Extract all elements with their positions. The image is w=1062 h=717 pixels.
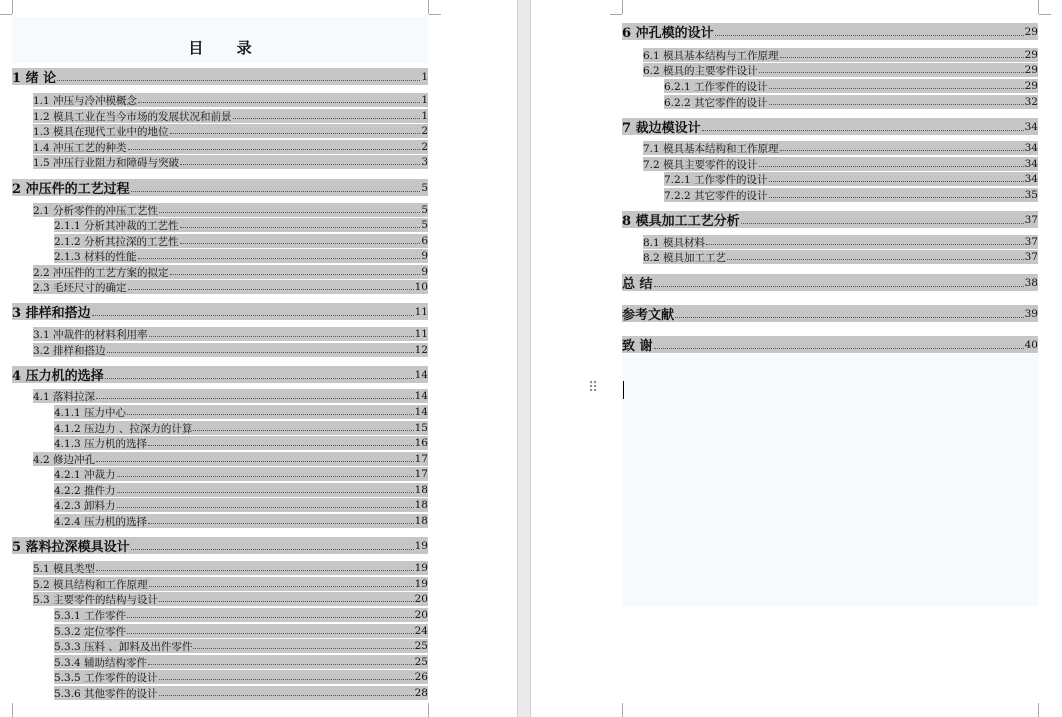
toc-page-number: 34 xyxy=(1024,173,1038,185)
toc-page-number: 11 xyxy=(414,305,428,318)
toc-entry-label: 1.4 冲压工艺的种类 xyxy=(33,141,127,154)
dot-leader xyxy=(127,617,414,618)
toc-page-number: 29 xyxy=(1024,64,1038,76)
toc-entry-label: 5.2 模具结构和工作原理 xyxy=(33,578,148,591)
crop-mark xyxy=(428,0,429,14)
toc-entry[interactable] xyxy=(33,155,428,169)
toc-entry[interactable] xyxy=(33,280,428,294)
toc-heading-entry[interactable] xyxy=(12,537,428,554)
toc-entry[interactable] xyxy=(33,327,428,341)
toc-page-number: 14 xyxy=(414,390,428,402)
toc-entry-label: 4.2.4 压力机的选择 xyxy=(54,515,148,528)
toc-entry-label: 2 冲压件的工艺过程 xyxy=(12,182,130,197)
toc-heading-entry[interactable] xyxy=(622,23,1038,40)
toc-page-number: 2 xyxy=(421,141,428,153)
toc-entry-label: 5.3.1 工作零件 xyxy=(54,609,127,622)
toc-entry[interactable] xyxy=(54,514,428,528)
toc-entry-label: 8 模具加工工艺分析 xyxy=(622,214,740,229)
toc-entry[interactable] xyxy=(54,608,428,622)
toc-entry[interactable] xyxy=(33,343,428,357)
toc-page-number: 17 xyxy=(414,468,428,480)
dot-leader xyxy=(127,633,414,634)
toc-entry[interactable] xyxy=(54,234,428,248)
toc-entry-label: 1.2 模具工业在当今市场的发展状况和前景 xyxy=(33,110,232,123)
crop-mark xyxy=(622,703,623,717)
toc-page-number: 6 xyxy=(421,235,428,247)
toc-page-number: 32 xyxy=(1024,96,1038,108)
toc-entry[interactable] xyxy=(664,172,1038,186)
toc-entry-label: 2.1.1 分析其冲裁的工艺性 xyxy=(54,219,179,232)
toc-entry-label: 7.2.2 其它零件的设计 xyxy=(664,189,768,202)
toc-entry-label: 4.1 落料拉深 xyxy=(33,390,96,403)
toc-entry-label: 1.1 冲压与冷冲模概念 xyxy=(33,94,138,107)
toc-page-number: 17 xyxy=(414,453,428,465)
toc-entry-label: 5.1 模具类型 xyxy=(33,562,96,575)
toc-entry-label: 4.2 修边冲孔 xyxy=(33,453,96,466)
toc-page-number: 5 xyxy=(421,181,428,194)
toc-entry[interactable] xyxy=(54,467,428,481)
toc-entry-label: 4.1.3 压力机的选择 xyxy=(54,437,148,450)
toc-page-number: 25 xyxy=(414,656,428,668)
toc-heading-entry[interactable] xyxy=(622,336,1038,353)
toc-entry-label: 2.3 毛坯尺寸的确定 xyxy=(33,281,127,294)
crop-mark xyxy=(1039,14,1051,15)
toc-page-number: 29 xyxy=(1024,25,1038,38)
dot-leader xyxy=(759,72,1024,73)
dot-leader xyxy=(769,197,1024,198)
dot-leader xyxy=(159,601,414,602)
toc-entry-label: 4.1.1 压力中心 xyxy=(54,406,127,419)
dot-leader xyxy=(149,586,414,587)
toc-page-number: 37 xyxy=(1024,236,1038,248)
toc-entry-label: 6 冲孔模的设计 xyxy=(622,26,714,41)
dot-leader xyxy=(769,104,1024,105)
toc-page-number: 1 xyxy=(421,70,428,83)
toc-entry-label: 4.2.3 卸料力 xyxy=(54,499,116,512)
crop-mark xyxy=(428,703,429,717)
crop-mark xyxy=(610,14,622,15)
toc-entry[interactable] xyxy=(643,235,1038,249)
toc-page-number: 39 xyxy=(1024,307,1038,320)
toc-page-number: 14 xyxy=(414,368,428,381)
toc-entry-label: 1.3 模具在现代工业中的地位 xyxy=(33,125,169,138)
dot-leader xyxy=(96,461,414,462)
toc-page-number: 34 xyxy=(1024,158,1038,170)
toc-entry-label: 5.3.3 压料 、卸料及出件零件 xyxy=(54,640,193,653)
toc-heading-entry[interactable] xyxy=(12,303,428,320)
dot-leader xyxy=(138,102,420,103)
toc-page-number: 38 xyxy=(1024,276,1038,289)
toc-page-number: 18 xyxy=(414,499,428,511)
toc-entry-label: 4 压力机的选择 xyxy=(12,369,104,384)
toc-page-number: 19 xyxy=(414,578,428,590)
dot-leader xyxy=(193,430,413,431)
toc-entry-label: 2.1.3 材料的性能 xyxy=(54,250,137,263)
toc-page-number: 29 xyxy=(1024,49,1038,61)
toc-entry[interactable] xyxy=(54,421,428,435)
dot-leader xyxy=(675,317,1024,318)
toc-entry-label: 参考文献 xyxy=(622,308,675,323)
dot-leader xyxy=(96,570,414,571)
crop-mark xyxy=(12,0,13,14)
toc-entry[interactable] xyxy=(643,48,1038,62)
dot-leader xyxy=(148,664,414,665)
dot-leader xyxy=(159,695,414,696)
empty-paragraph-area[interactable] xyxy=(622,354,1038,606)
toc-page-number: 35 xyxy=(1024,189,1038,201)
dot-leader xyxy=(148,523,414,524)
toc-entry[interactable] xyxy=(33,452,428,466)
dot-leader xyxy=(741,223,1024,224)
dot-leader xyxy=(92,315,414,316)
toc-entry[interactable] xyxy=(643,141,1038,155)
page-gutter xyxy=(517,0,531,717)
toc-entry[interactable] xyxy=(33,93,428,107)
toc-heading-entry[interactable] xyxy=(622,274,1038,291)
toc-page-number: 18 xyxy=(414,515,428,527)
dot-leader xyxy=(117,476,414,477)
toc-entry[interactable] xyxy=(33,203,428,217)
toc-entry[interactable] xyxy=(54,436,428,450)
toc-entry[interactable] xyxy=(643,250,1038,264)
dot-leader xyxy=(131,549,414,550)
toc-page-number: 19 xyxy=(414,539,428,552)
dot-leader xyxy=(759,166,1024,167)
dot-leader xyxy=(193,648,413,649)
dot-leader xyxy=(180,243,421,244)
toc-entry-label: 2.2 冲压件的工艺方案的拟定 xyxy=(33,266,169,279)
toc-entry[interactable] xyxy=(33,577,428,591)
toc-heading-entry[interactable] xyxy=(622,211,1038,228)
toc-heading-entry[interactable] xyxy=(12,68,428,85)
toc-page-number: 19 xyxy=(414,562,428,574)
toc-entry[interactable] xyxy=(54,498,428,512)
dot-leader xyxy=(149,336,414,337)
toc-entry-label: 7.2.1 工作零件的设计 xyxy=(664,173,768,186)
toc-entry-label: 7 裁边模设计 xyxy=(622,121,701,136)
toc-page-number: 9 xyxy=(421,250,428,262)
toc-entry[interactable] xyxy=(643,63,1038,77)
toc-entry-label: 6.2.1 工作零件的设计 xyxy=(664,80,768,93)
dot-leader xyxy=(131,191,421,192)
toc-entry-label: 5.3.6 其他零件的设计 xyxy=(54,687,158,700)
dot-leader xyxy=(706,244,1024,245)
toc-entry[interactable] xyxy=(54,249,428,263)
toc-entry-label: 1 绪 论 xyxy=(12,71,57,86)
toc-page-number: 20 xyxy=(414,609,428,621)
toc-heading-entry[interactable] xyxy=(622,118,1038,135)
toc-entry-label: 5.3.2 定位零件 xyxy=(54,625,127,638)
toc-entry-label: 4.2.1 冲裁力 xyxy=(54,468,116,481)
toc-entry[interactable] xyxy=(664,95,1038,109)
toc-entry[interactable] xyxy=(54,405,428,419)
toc-page-number: 16 xyxy=(414,437,428,449)
toc-heading-entry[interactable] xyxy=(12,179,428,196)
toc-page-number: 25 xyxy=(414,640,428,652)
toc-entry-label: 5.3.5 工作零件的设计 xyxy=(54,671,158,684)
dot-leader xyxy=(159,679,414,680)
toc-entry-label: 4.1.2 压边力 、拉深力的计算 xyxy=(54,422,193,435)
dot-leader xyxy=(780,150,1024,151)
toc-entry-label: 致 谢 xyxy=(622,339,653,354)
toc-entry[interactable] xyxy=(33,265,428,279)
dot-leader xyxy=(769,88,1024,89)
toc-entry[interactable] xyxy=(33,140,428,154)
toc-entry[interactable] xyxy=(54,624,428,638)
dot-leader xyxy=(654,286,1024,287)
dot-leader xyxy=(159,212,420,213)
toc-entry[interactable] xyxy=(54,655,428,669)
toc-heading-entry[interactable] xyxy=(12,366,428,383)
toc-entry-label: 6.2 模具的主要零件设计 xyxy=(643,64,758,77)
crop-mark xyxy=(622,0,623,14)
toc-entry[interactable] xyxy=(54,639,428,653)
toc-entry-label: 5.3 主要零件的结构与设计 xyxy=(33,593,159,606)
dot-leader xyxy=(715,35,1024,36)
dot-leader xyxy=(128,149,421,150)
dot-leader xyxy=(180,227,421,228)
toc-page-number: 11 xyxy=(414,328,428,340)
toc-entry[interactable] xyxy=(33,592,428,606)
toc-entry[interactable] xyxy=(664,79,1038,93)
toc-entry[interactable] xyxy=(33,109,428,123)
drag-handle-icon[interactable]: ⠿ xyxy=(588,380,599,396)
toc-page-number: 18 xyxy=(414,484,428,496)
toc-entry-label: 7.2 模具主要零件的设计 xyxy=(643,158,758,171)
dot-leader xyxy=(233,118,421,119)
toc-page-number: 37 xyxy=(1024,251,1038,263)
dot-leader xyxy=(127,414,414,415)
toc-heading-entry[interactable] xyxy=(622,305,1038,322)
dot-leader xyxy=(117,507,414,508)
dot-leader xyxy=(702,130,1024,131)
dot-leader xyxy=(180,164,420,165)
toc-entry-label: 3 排样和搭边 xyxy=(12,306,91,321)
toc-page-number: 5 xyxy=(421,219,428,231)
toc-entry-label: 2.1 分析零件的冲压工艺性 xyxy=(33,204,159,217)
crop-mark xyxy=(1038,703,1039,717)
toc-entry[interactable] xyxy=(33,389,428,403)
toc-page-number: 2 xyxy=(421,125,428,137)
dot-leader xyxy=(117,492,414,493)
left-page xyxy=(0,0,517,717)
dot-leader xyxy=(170,274,421,275)
toc-entry[interactable] xyxy=(54,670,428,684)
toc-page-number: 12 xyxy=(414,344,428,356)
crop-mark xyxy=(1038,0,1039,14)
toc-page-number: 26 xyxy=(414,671,428,683)
dot-leader xyxy=(138,258,421,259)
toc-page-number: 24 xyxy=(414,625,428,637)
toc-title: 目 录 xyxy=(188,39,266,57)
dot-leader xyxy=(769,181,1024,182)
toc-page-number: 9 xyxy=(421,266,428,278)
toc-page-number: 40 xyxy=(1024,338,1038,351)
text-cursor xyxy=(623,381,624,399)
toc-entry-label: 6.2.2 其它零件的设计 xyxy=(664,96,768,109)
dot-leader xyxy=(170,133,421,134)
toc-entry[interactable] xyxy=(54,483,428,497)
dot-leader xyxy=(148,445,414,446)
dot-leader xyxy=(107,352,414,353)
toc-entry[interactable] xyxy=(54,686,428,700)
toc-page-number: 10 xyxy=(414,281,428,293)
toc-page-number: 1 xyxy=(421,94,428,106)
dot-leader xyxy=(96,398,414,399)
crop-mark xyxy=(12,703,13,717)
toc-entry-label: 8.2 模具加工工艺 xyxy=(643,251,727,264)
toc-entry-label: 3.1 冲裁件的材料利用率 xyxy=(33,328,148,341)
dot-leader xyxy=(105,378,414,379)
right-page xyxy=(531,0,1062,717)
toc-entry-label: 3.2 排样和搭边 xyxy=(33,344,106,357)
toc-entry[interactable] xyxy=(54,218,428,232)
toc-page-number: 1 xyxy=(421,110,428,122)
toc-entry-label: 总 结 xyxy=(622,277,653,292)
toc-entry-label: 5 落料拉深模具设计 xyxy=(12,540,130,555)
toc-entry-label: 8.1 模具材料 xyxy=(643,236,706,249)
toc-page-number: 14 xyxy=(414,406,428,418)
toc-page-number: 37 xyxy=(1024,213,1038,226)
toc-entry-label: 1.5 冲压行业阻力和障碍与突破 xyxy=(33,156,180,169)
crop-mark xyxy=(0,14,12,15)
toc-entry[interactable] xyxy=(664,188,1038,202)
toc-entry-label: 7.1 模具基本结构和工作原理 xyxy=(643,142,779,155)
dot-leader xyxy=(654,348,1024,349)
crop-mark xyxy=(429,14,441,15)
toc-page-number: 34 xyxy=(1024,120,1038,133)
dot-leader xyxy=(780,57,1024,58)
toc-page-number: 29 xyxy=(1024,80,1038,92)
toc-page-number: 3 xyxy=(421,156,428,168)
dot-leader xyxy=(57,80,420,81)
toc-entry[interactable] xyxy=(643,157,1038,171)
toc-entry-label: 4.2.2 推件力 xyxy=(54,484,116,497)
dot-leader xyxy=(128,289,414,290)
toc-entry-label: 5.3.4 辅助结构零件 xyxy=(54,656,148,669)
toc-entry[interactable] xyxy=(33,561,428,575)
toc-page-number: 5 xyxy=(421,204,428,216)
toc-title-box[interactable] xyxy=(12,17,428,63)
toc-entry[interactable] xyxy=(33,124,428,138)
toc-page-number: 28 xyxy=(414,687,428,699)
toc-entry-label: 6.1 模具基本结构与工作原理 xyxy=(643,49,779,62)
toc-page-number: 15 xyxy=(414,422,428,434)
toc-page-number: 34 xyxy=(1024,142,1038,154)
toc-entry-label: 2.1.2 分析其拉深的工艺性 xyxy=(54,235,179,248)
toc-page-number: 20 xyxy=(414,593,428,605)
dot-leader xyxy=(727,259,1024,260)
